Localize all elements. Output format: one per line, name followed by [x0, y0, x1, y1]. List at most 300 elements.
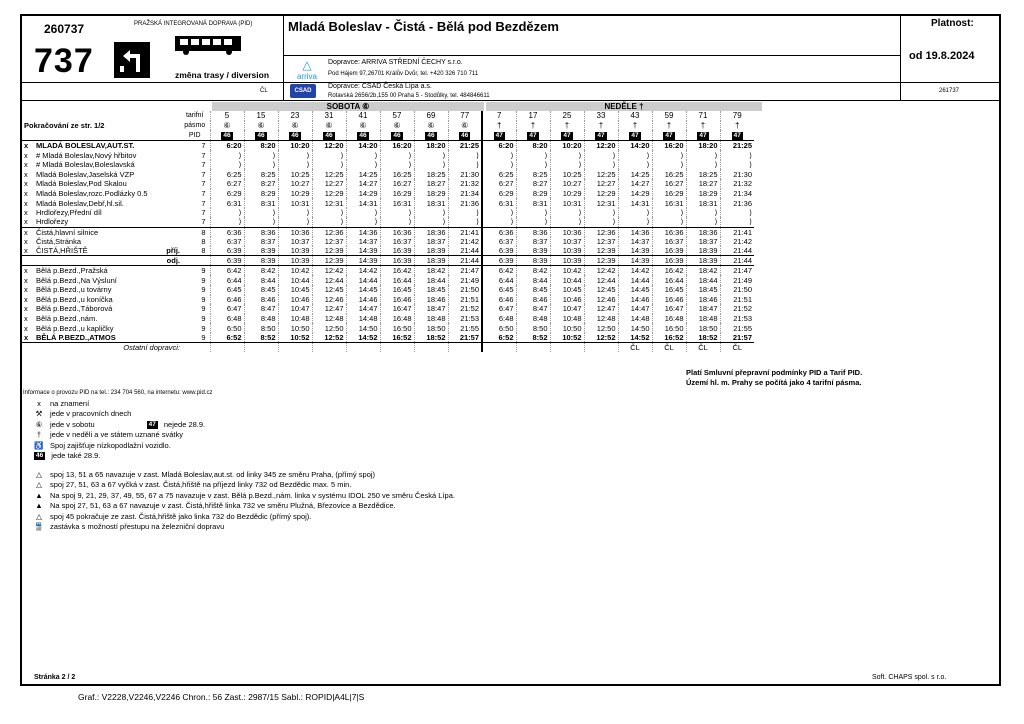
tariff-zone: 9: [201, 294, 206, 304]
departure-time: 16:25: [652, 169, 686, 179]
departure-time: 18:47: [686, 304, 720, 314]
departure-time: 10:42: [278, 266, 312, 276]
departure-time: 8:39: [516, 256, 550, 266]
departure-time: ⟩: [380, 160, 414, 170]
departure-time: 6:52: [482, 333, 516, 343]
tariff-zone: 8: [201, 246, 206, 256]
request-stop-mark: x: [24, 304, 28, 314]
departure-time: 6:37: [210, 237, 244, 247]
trip-day: ⑥: [210, 121, 244, 131]
stop-label: BĚLÁ P.BEZD.,ATMOS: [36, 333, 116, 343]
departure-time: 21:52: [720, 304, 754, 314]
departure-time: 6:31: [210, 198, 244, 208]
remark-symbol: ▲: [35, 490, 43, 500]
trip-badge: 47: [563, 132, 571, 140]
departure-time: ⟩: [244, 160, 278, 170]
departure-time: 12:36: [584, 227, 618, 237]
departure-time: 12:31: [312, 198, 346, 208]
trip-badge: 46: [291, 132, 299, 140]
request-stop-mark: x: [24, 275, 28, 285]
remark-item: [34, 501, 455, 512]
departure-time: 21:34: [720, 189, 754, 199]
remarks: [34, 470, 455, 533]
stop-label: Bělá p.Bezd.,Táborová: [36, 304, 113, 314]
trip-badge: 47: [631, 132, 639, 140]
software-label: Soft. CHAPS spol. s r.o.: [872, 674, 947, 681]
departure-time: 10:39: [278, 246, 312, 256]
remark-text: spoj 45 pokračuje ze zast. Čistá,hřiště jako linka 732 do Bezdědic (přímý spoj).: [50, 511, 312, 521]
departure-time: 14:44: [618, 275, 652, 285]
departure-time: 10:47: [278, 304, 312, 314]
departure-time: 10:27: [278, 179, 312, 189]
departure-time: 21:52: [448, 304, 482, 314]
trip-badge: [278, 130, 312, 141]
trip-badge: 46: [461, 132, 469, 140]
departure-time: 14:36: [618, 227, 652, 237]
departure-time: 21:44: [448, 246, 482, 256]
departure-time: 16:45: [652, 285, 686, 295]
departure-time: 16:48: [652, 314, 686, 324]
departure-time: 16:39: [380, 246, 414, 256]
departure-time: 8:20: [244, 141, 278, 151]
departure-time: 6:45: [482, 285, 516, 295]
legend-item: [34, 420, 455, 431]
departure-time: 14:31: [346, 198, 380, 208]
departure-time: 6:20: [210, 141, 244, 151]
table-row: [22, 333, 754, 343]
departure-time: 16:42: [380, 266, 414, 276]
departure-time: 21:49: [448, 275, 482, 285]
line-number: 737: [34, 42, 94, 80]
departure-time: 10:52: [550, 333, 584, 343]
departure-time: 6:50: [482, 323, 516, 333]
stop-label: Mladá Boleslav,Jaselská VZP: [36, 169, 135, 179]
stop-label: Čistá,Stránka: [36, 236, 82, 246]
stop-name: [22, 314, 182, 324]
departure-time: ⟩: [652, 217, 686, 227]
departure-time: 10:39: [550, 256, 584, 266]
header-day-zone: pásmo: [184, 121, 206, 129]
departure-time: ⟩: [482, 160, 516, 170]
departure-time: 12:45: [312, 285, 346, 295]
departure-time: 16:29: [380, 189, 414, 199]
departure-time: 12:42: [312, 266, 346, 276]
departure-time: 21:25: [448, 141, 482, 151]
departure-time: 21:34: [448, 189, 482, 199]
departure-time: 12:39: [584, 246, 618, 256]
legend-symbol: 46: [36, 452, 44, 460]
departure-time: 8:36: [244, 227, 278, 237]
tariff-zone: 7: [201, 188, 206, 198]
departure-time: 18:29: [414, 189, 448, 199]
departure-time: 8:37: [244, 237, 278, 247]
legend-symbol: †: [36, 430, 42, 439]
departure-time: 18:25: [414, 169, 448, 179]
departure-time: 10:20: [278, 141, 312, 151]
remark-text: spoj 27, 51, 63 a 67 vyčká v zast. Čistá,hřiště na příjezd linky 732 od Bezdědic max. 5 min.: [50, 480, 352, 489]
departure-time: 18:48: [686, 314, 720, 324]
table-row: [22, 266, 754, 276]
departure-time: 18:46: [414, 295, 448, 305]
stop-label: Bělá p.Bezd.,Na Výsluní: [36, 275, 117, 285]
departure-time: 6:36: [210, 227, 244, 237]
stop-name: [22, 246, 182, 256]
departure-time: 6:42: [210, 266, 244, 276]
departure-time: 18:39: [686, 256, 720, 266]
request-stop-mark: x: [24, 169, 28, 179]
departure-time: 16:37: [652, 237, 686, 247]
departure-time: 10:46: [278, 295, 312, 305]
tariff-zone: 9: [201, 275, 206, 285]
departure-time: 10:37: [550, 237, 584, 247]
trip-badge: 47: [733, 132, 741, 140]
departure-time: 14:39: [346, 246, 380, 256]
trip-badge: 47: [699, 132, 707, 140]
departure-time: 21:44: [720, 256, 754, 266]
route-cell: [284, 16, 901, 56]
departure-time: ⟩: [414, 208, 448, 218]
departure-time: 12:42: [584, 266, 618, 276]
departure-time: 18:39: [414, 246, 448, 256]
departure-time: 16:50: [380, 323, 414, 333]
table-row: [22, 141, 754, 151]
departure-time: 16:36: [380, 227, 414, 237]
stop-name: [22, 141, 182, 151]
departure-time: 8:45: [516, 285, 550, 295]
departure-time: 18:20: [686, 141, 720, 151]
table-row: [22, 314, 754, 324]
departure-time: ⟩: [278, 217, 312, 227]
departure-time: 16:39: [652, 246, 686, 256]
departure-time: ⟩: [244, 217, 278, 227]
stop-name: [22, 227, 182, 237]
validity-date: od 19.8.2024: [909, 50, 975, 62]
departure-time: 10:29: [550, 189, 584, 199]
trip-badge: 47: [495, 132, 503, 140]
departure-time: 21:25: [720, 141, 754, 151]
departure-time: 21:57: [448, 333, 482, 343]
trip-day: †: [618, 121, 652, 131]
other-carrier: ČL: [652, 343, 686, 353]
departure-time: 16:37: [380, 237, 414, 247]
remark-symbol: 🚆: [34, 522, 44, 531]
departure-time: 12:27: [312, 179, 346, 189]
departure-time: 14:50: [346, 323, 380, 333]
departure-time: 12:31: [584, 198, 618, 208]
notes: [23, 388, 455, 533]
legend-badge: 47: [148, 420, 156, 428]
other-carrier: [516, 343, 550, 353]
departure-time: 14:46: [618, 295, 652, 305]
departure-time: 8:36: [516, 227, 550, 237]
departure-time: ⟩: [720, 160, 754, 170]
departure-time: 16:52: [652, 333, 686, 343]
departure-time: 8:37: [516, 237, 550, 247]
stop-label: Hrdlořezy: [36, 217, 69, 227]
sunday-header: NEDĚLE †: [486, 102, 762, 111]
trip-badge: 46: [223, 132, 231, 140]
stop-label: Mladá Boleslav,Debř,hl.sil.: [36, 198, 124, 208]
stop-name: [22, 333, 182, 343]
departure-time: 16:39: [380, 256, 414, 266]
tariff-zone: 7: [201, 169, 206, 179]
departure-time: 21:47: [720, 266, 754, 276]
departure-time: 14:52: [346, 333, 380, 343]
header-number-label: [22, 111, 182, 121]
conditions-line1: Platí Smluvní přepravní podmínky PID a Tarif PID.: [686, 368, 863, 377]
trip-day: †: [516, 121, 550, 131]
stop-label: # Mladá Boleslav,Nový hřbitov: [36, 150, 137, 160]
other-carrier: [278, 343, 312, 353]
departure-time: 18:20: [414, 141, 448, 151]
departure-time: 21:32: [720, 179, 754, 189]
departure-time: 18:39: [414, 256, 448, 266]
table-row: [22, 275, 754, 285]
trip-day: †: [720, 121, 754, 131]
trip-day: †: [550, 121, 584, 131]
tariff-zone: 8: [201, 236, 206, 246]
trip-number: 15: [244, 111, 278, 121]
legend-text: na znamení: [50, 398, 90, 408]
table-row: [22, 237, 754, 247]
departure-time: 18:47: [414, 304, 448, 314]
trip-number: 59: [652, 111, 686, 121]
departure-time: 10:37: [278, 237, 312, 247]
departure-time: 18:52: [414, 333, 448, 343]
request-stop-mark: x: [24, 217, 28, 227]
tariff-zone: 7: [201, 208, 206, 218]
departure-time: ⟩: [210, 160, 244, 170]
table-row: [22, 198, 754, 208]
other-carrier-zone: [182, 343, 210, 353]
trip-number: 31: [312, 111, 346, 121]
request-stop-mark: x: [24, 314, 28, 324]
other-carrier: [448, 343, 482, 353]
departure-time: 8:42: [244, 266, 278, 276]
legend-badge-text: nejede 28.9.: [163, 419, 206, 429]
carrier2-cell: [284, 83, 901, 101]
departure-time: 6:52: [210, 333, 244, 343]
departure-time: ⟩: [448, 150, 482, 160]
legend-symbol: ♿: [34, 440, 44, 450]
trip-badge: 46: [359, 132, 367, 140]
table-row: [22, 189, 754, 199]
departure-time: 12:27: [584, 179, 618, 189]
trip-badge: [482, 130, 516, 141]
table-row: [22, 295, 754, 305]
departure-time: 12:20: [312, 141, 346, 151]
remark-symbol: ▲: [35, 501, 43, 510]
info-line: Informace o provozu PID na tel.: 234 704 560, na internetu: www.pid.cz: [23, 390, 213, 396]
departure-time: 14:20: [618, 141, 652, 151]
departure-time: ⟩: [482, 217, 516, 227]
header-badge-label: [22, 130, 182, 141]
trip-badge: [346, 130, 380, 141]
departure-time: 18:39: [686, 246, 720, 256]
tariff-zone: 9: [201, 285, 206, 295]
departure-time: 12:45: [584, 285, 618, 295]
departure-time: 18:44: [686, 275, 720, 285]
departure-time: 18:50: [414, 323, 448, 333]
departure-time: 10:42: [550, 266, 584, 276]
departure-time: ⟩: [210, 208, 244, 218]
trip-number: 43: [618, 111, 652, 121]
departure-time: 8:42: [516, 266, 550, 276]
departure-time: 21:55: [720, 323, 754, 333]
legend-symbol: x: [37, 398, 41, 408]
departure-time: ⟩: [414, 217, 448, 227]
legend-item: [34, 441, 455, 452]
departure-time: ⟩: [278, 150, 312, 160]
other-carrier: [584, 343, 618, 353]
stop-label: Mladá Boleslav,Pod Skalou: [36, 179, 127, 189]
departure-time: 14:42: [618, 266, 652, 276]
departure-time: 18:27: [414, 179, 448, 189]
departure-time: 16:44: [380, 275, 414, 285]
request-stop-mark: x: [24, 323, 28, 333]
line-block: [22, 16, 284, 83]
departure-time: 21:36: [448, 198, 482, 208]
departure-time: 6:44: [482, 275, 516, 285]
departure-time: 21:36: [720, 198, 754, 208]
departure-time: 6:27: [482, 179, 516, 189]
carrier2-address: Rotavská 2656/2b,155 00 Praha 5 - Stodůlky, tel. 484846611: [328, 93, 490, 99]
departure-time: 21:51: [720, 295, 754, 305]
departure-time: 6:50: [210, 323, 244, 333]
departure-time: 6:25: [482, 169, 516, 179]
trip-number: 41: [346, 111, 380, 121]
stop-label: Mladá Boleslav,rozc.Podlázky 0.5: [36, 188, 148, 198]
departure-time: ⟩: [312, 150, 346, 160]
departure-time: 14:25: [346, 169, 380, 179]
remark-symbol: △: [36, 511, 42, 521]
trip-number: 5: [210, 111, 244, 121]
legend-text: jede v sobotu: [50, 419, 95, 429]
departure-time: 8:31: [244, 198, 278, 208]
departure-time: ⟩: [346, 160, 380, 170]
departure-time: 6:47: [210, 304, 244, 314]
tariff-zone: 7: [201, 217, 206, 227]
tariff-zone: 7: [201, 160, 206, 170]
departure-time: 14:37: [618, 237, 652, 247]
departure-time: 18:52: [686, 333, 720, 343]
diversion-icon: [114, 42, 150, 78]
departure-time: 8:52: [516, 333, 550, 343]
trip-badge: [652, 130, 686, 141]
departure-time: ⟩: [346, 217, 380, 227]
departure-time: 12:39: [312, 246, 346, 256]
legend: [34, 399, 455, 462]
tariff-zone: 9: [201, 314, 206, 324]
table-row: [22, 208, 754, 218]
departure-time: 14:45: [346, 285, 380, 295]
departure-time: ⟩: [686, 208, 720, 218]
stop-label: Bělá p.Bezd.,Pražská: [36, 266, 108, 276]
stop-name: [22, 150, 182, 160]
departure-time: 12:50: [584, 323, 618, 333]
header-day-label: Pokračování ze str. 1/2: [24, 120, 105, 130]
legend-symbol: ⑥: [35, 419, 43, 429]
departure-time: 6:42: [482, 266, 516, 276]
trip-number: 17: [516, 111, 550, 121]
trip-number: 33: [584, 111, 618, 121]
legend-item: [34, 430, 455, 441]
tariff-zone: [182, 256, 210, 266]
departure-time: 12:48: [584, 314, 618, 324]
other-carrier: [550, 343, 584, 353]
departure-time: 21:30: [448, 169, 482, 179]
departure-time: 10:47: [550, 304, 584, 314]
stop-name: [22, 256, 182, 266]
departure-time: 16:20: [380, 141, 414, 151]
tariff-zone: 9: [201, 323, 206, 333]
departure-time: 12:44: [584, 275, 618, 285]
request-stop-mark: x: [24, 208, 28, 218]
departure-time: 8:52: [244, 333, 278, 343]
legend-text: jede v pracovních dnech: [50, 409, 132, 418]
departure-time: ⟩: [584, 150, 618, 160]
other-carrier: [482, 343, 516, 353]
stop-name: [22, 189, 182, 199]
remark-item: [34, 480, 455, 491]
departure-time: 14:48: [618, 314, 652, 324]
departure-time: 18:45: [686, 285, 720, 295]
departure-time: 6:20: [482, 141, 516, 151]
departure-time: 10:48: [550, 314, 584, 324]
remark-symbol: △: [36, 469, 42, 479]
departure-time: ⟩: [380, 217, 414, 227]
departure-time: 8:46: [516, 295, 550, 305]
departure-time: 21:57: [720, 333, 754, 343]
table-row: [22, 179, 754, 189]
departure-time: 18:46: [686, 295, 720, 305]
code-cell: [901, 83, 1001, 101]
header-badge-zone: PID: [188, 131, 201, 139]
departure-time: 16:48: [380, 314, 414, 324]
departure-time: 18:48: [414, 314, 448, 324]
trip-number: 69: [414, 111, 448, 121]
departure-time: ⟩: [686, 217, 720, 227]
carrier1-address: Pod Hájem 97,26701 Králův Dvůr, tel. +420 326 710 711: [328, 71, 479, 77]
stop-label: Hrdlořezy,Přední díl: [36, 208, 102, 218]
departure-time: 21:53: [448, 314, 482, 324]
departure-time: 14:25: [618, 169, 652, 179]
departure-time: ⟩: [312, 208, 346, 218]
other-carrier: [210, 343, 244, 353]
departure-time: 10:45: [550, 285, 584, 295]
legend-item: [34, 409, 455, 420]
departure-time: 8:48: [244, 314, 278, 324]
departure-time: 18:37: [686, 237, 720, 247]
departure-time: ⟩: [414, 150, 448, 160]
remark-item: [34, 491, 455, 502]
departure-time: 12:46: [312, 295, 346, 305]
legend-text: Spoj zajišťuje nízkopodlažní vozidlo.: [50, 440, 171, 450]
table-row: [22, 323, 754, 333]
trip-badge: [414, 130, 448, 141]
departure-time: 21:42: [448, 237, 482, 247]
departure-time: ⟩: [652, 160, 686, 170]
request-stop-mark: x: [24, 294, 28, 304]
legend-item: [34, 399, 455, 410]
tariff-zone: 9: [201, 333, 206, 343]
tariff-zone: 9: [182, 266, 210, 276]
departure-time: 8:47: [516, 304, 550, 314]
departure-time: ⟩: [652, 208, 686, 218]
departure-time: 14:47: [618, 304, 652, 314]
departure-time: 21:55: [448, 323, 482, 333]
trip-day: ⑥: [312, 121, 346, 131]
